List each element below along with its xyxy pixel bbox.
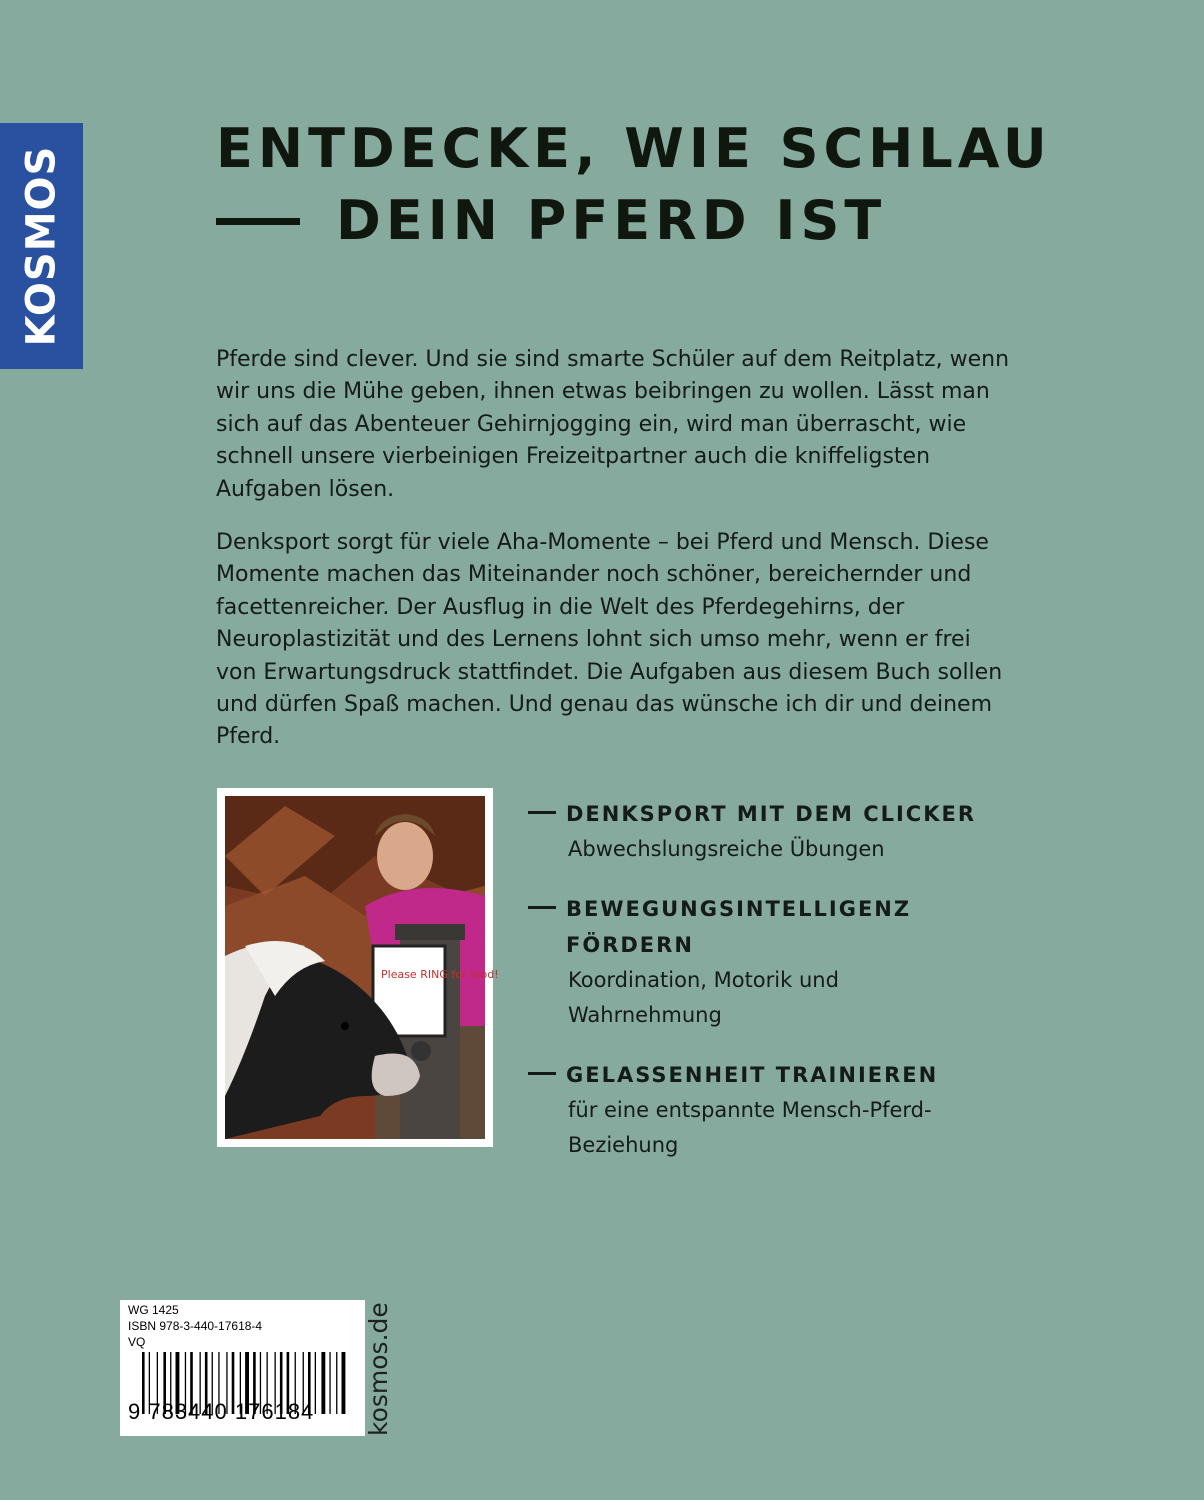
headline-line-2: DEIN PFERD IST: [336, 189, 887, 252]
feature-title: BEWEGUNGSINTELLIGENZ FÖRDERN: [566, 897, 912, 957]
headline-line-2-row: [216, 185, 1066, 257]
blurb-paragraph-2: Denksport sorgt für viele Aha-Momente – bei Pferd und Mensch. Diese Momente machen das Miteinander noch schöner, bereichernder und facettenreicher. Der Ausflug in die Welt des Pferdegehirns, der Neuroplastizität und des Lernens lohnt sich umso mehr, wenn er frei von Erwartungsdruck stattfindet. Die Aufgaben aus diesem Buch sollen und dürfen Spaß machen. Und genau das wünsche ich dir und deinem Pferd.: [216, 530, 1003, 750]
feature-dash: [528, 1072, 556, 1075]
feature-item: [528, 796, 998, 867]
feature-title-row: [528, 1057, 998, 1093]
print-code: VQ: [128, 1335, 146, 1349]
isbn-text: ISBN 978-3-440-17618-4: [128, 1319, 263, 1333]
blurb-paragraph-1: Pferde sind clever. Und sie sind smarte Schüler auf dem Reitplatz, wenn wir uns die Mühe geben, ihnen etwas beibringen zu wollen. Lässt man sich auf das Abenteuer Gehirnjogging ein, wird man überrascht, wie schnell unsere vierbeinigen Freizeitpartner auch die kniffeligsten Aufgaben lösen.: [216, 347, 1010, 502]
feature-dash: [528, 811, 556, 814]
publisher-website[interactable]: kosmos.de: [364, 1302, 393, 1436]
pony-and-trainer-photo: [225, 796, 499, 1139]
barcode-digits: 9 783440 176184: [128, 1399, 315, 1424]
feature-subtitle: Koordination, Motorik und Wahrnehmung: [568, 968, 839, 1027]
feature-dash: [528, 906, 556, 909]
feature-item: [528, 891, 998, 1033]
sign-text: Please RING for food!: [381, 968, 499, 981]
headline: [216, 113, 1066, 257]
feature-title-row: [528, 891, 998, 963]
cover-photo: [217, 788, 499, 1147]
headline-line-1: ENTDECKE, WIE SCHLAU: [216, 117, 1052, 180]
feature-title-row: [528, 796, 998, 832]
feature-subtitle: für eine entspannte Mensch-Pferd-Beziehung: [568, 1098, 932, 1157]
feature-item: [528, 1057, 998, 1163]
brand-name: KOSMOS: [18, 145, 65, 347]
headline-dash: [216, 218, 300, 225]
feature-list: [528, 796, 998, 1187]
barcode-label: [120, 1300, 365, 1436]
feature-subtitle: Abwechslungsreiche Übungen: [568, 837, 885, 861]
feature-title: DENKSPORT MIT DEM CLICKER: [566, 802, 976, 826]
feature-title: GELASSENHEIT TRAINIEREN: [566, 1063, 939, 1087]
kosmos-logo-tab: [0, 123, 83, 369]
blurb: [216, 344, 1016, 775]
product-group: WG 1425: [128, 1303, 179, 1317]
